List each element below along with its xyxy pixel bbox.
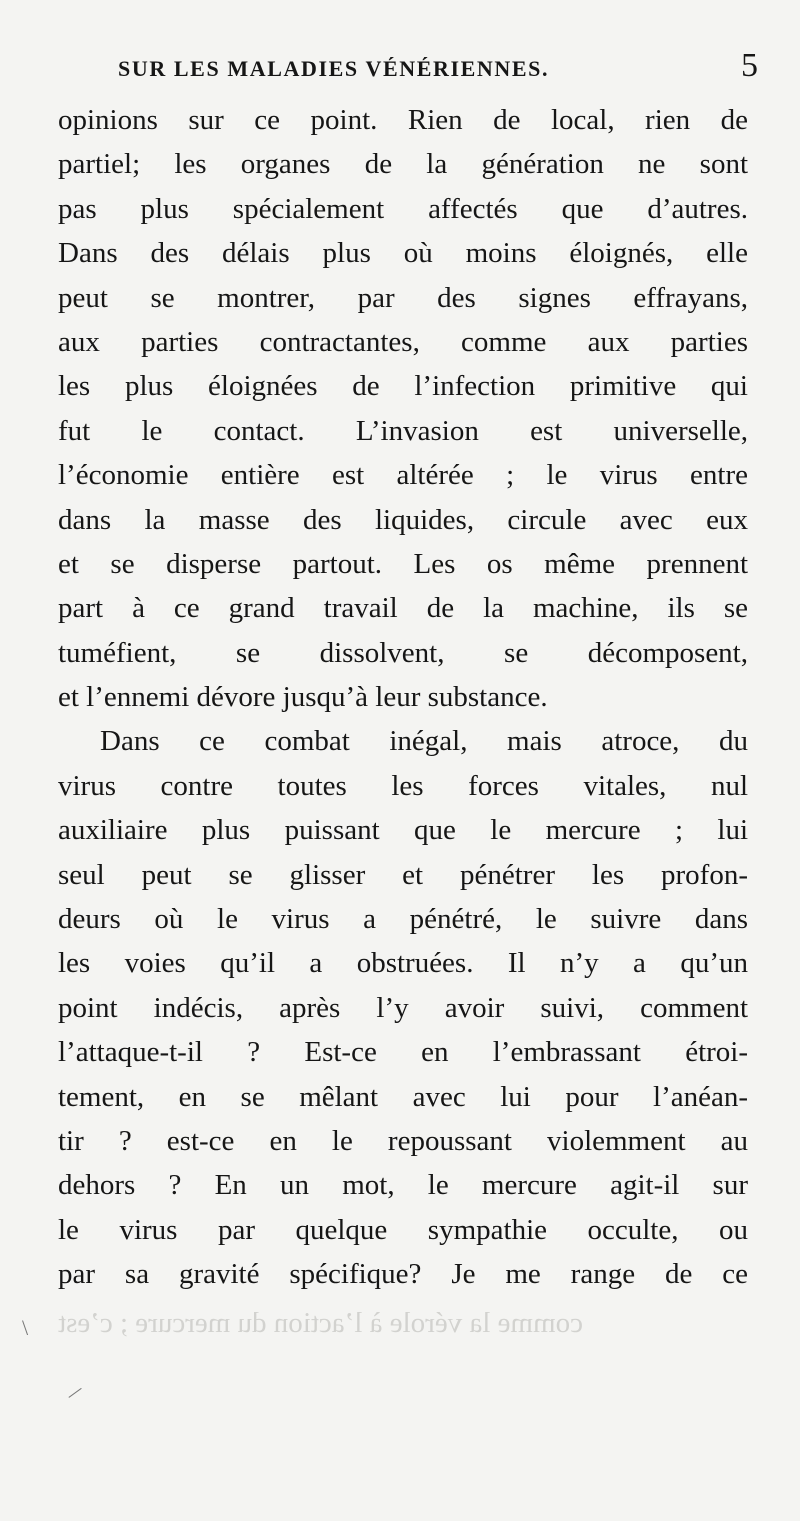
text-line: le virus par quelque sympathie occulte, ou xyxy=(58,1213,748,1246)
text-line: les voies qu’il a obstruées. Il n’y a qu’un xyxy=(58,947,748,980)
text-line: dans la masse des liquides, circule avec eux xyxy=(58,503,748,536)
text-line: Dans ce combat inégal, mais atroce, du xyxy=(100,725,748,758)
text-line: par sa gravité spécifique? Je me range de ce xyxy=(58,1258,748,1291)
text-line: fut le contact. L’invasion est universelle, xyxy=(58,414,748,447)
running-header xyxy=(118,47,758,87)
text-line: seul peut se glisser et pénétrer les profon- xyxy=(58,858,748,891)
text-line: les plus éloignées de l’infection primitive qui xyxy=(58,370,748,403)
text-line: l’attaque-t-il ? Est-ce en l’embrassant étroi- xyxy=(58,1036,748,1069)
text-line: opinions sur ce point. Rien de local, rien de xyxy=(58,104,748,136)
text-line: virus contre toutes les forces vitales, nul xyxy=(58,769,748,802)
text-line: peut se montrer, par des signes effrayans, xyxy=(58,281,748,314)
body-text xyxy=(58,98,748,1297)
text-line: dehors ? En un mot, le mercure agit-il sur xyxy=(58,1169,748,1202)
running-title: SUR LES MALADIES VÉNÉRIENNES. xyxy=(118,56,550,81)
text-line: pas plus spécialement affectés que d’autres. xyxy=(58,192,748,225)
text-line: partiel; les organes de la génération ne sont xyxy=(58,148,748,181)
text-line: et l’ennemi dévore jusqu’à leur substance. xyxy=(58,681,548,714)
text-line: deurs où le virus a pénétré, le suivre dans xyxy=(58,903,748,936)
text-line: tement, en se mêlant avec lui pour l’anéan- xyxy=(58,1080,748,1113)
text-line: part à ce grand travail de la machine, ils se xyxy=(58,592,748,625)
page-number: 5 xyxy=(741,47,758,84)
text-line: et se disperse partout. Les os même prennent xyxy=(58,547,748,580)
text-line: aux parties contractantes, comme aux parties xyxy=(58,325,748,358)
text-line: Dans des délais plus où moins éloignés, elle xyxy=(58,237,748,270)
ink-speck: \ xyxy=(22,1315,29,1340)
ink-speck: / xyxy=(65,1380,86,1405)
text-line: point indécis, après l’y avoir suivi, comment xyxy=(58,991,748,1024)
text-line: auxiliaire plus puissant que le mercure ; lui xyxy=(58,814,748,847)
text-line: tir ? est-ce en le repoussant violemment au xyxy=(58,1124,748,1157)
show-through-text: comme la vérole à l’action du mercure ; c’est xyxy=(58,1307,583,1339)
text-line: tuméfient, se dissolvent, se décomposent, xyxy=(58,636,748,669)
text-line: l’économie entière est altérée ; le virus entre xyxy=(58,459,748,492)
